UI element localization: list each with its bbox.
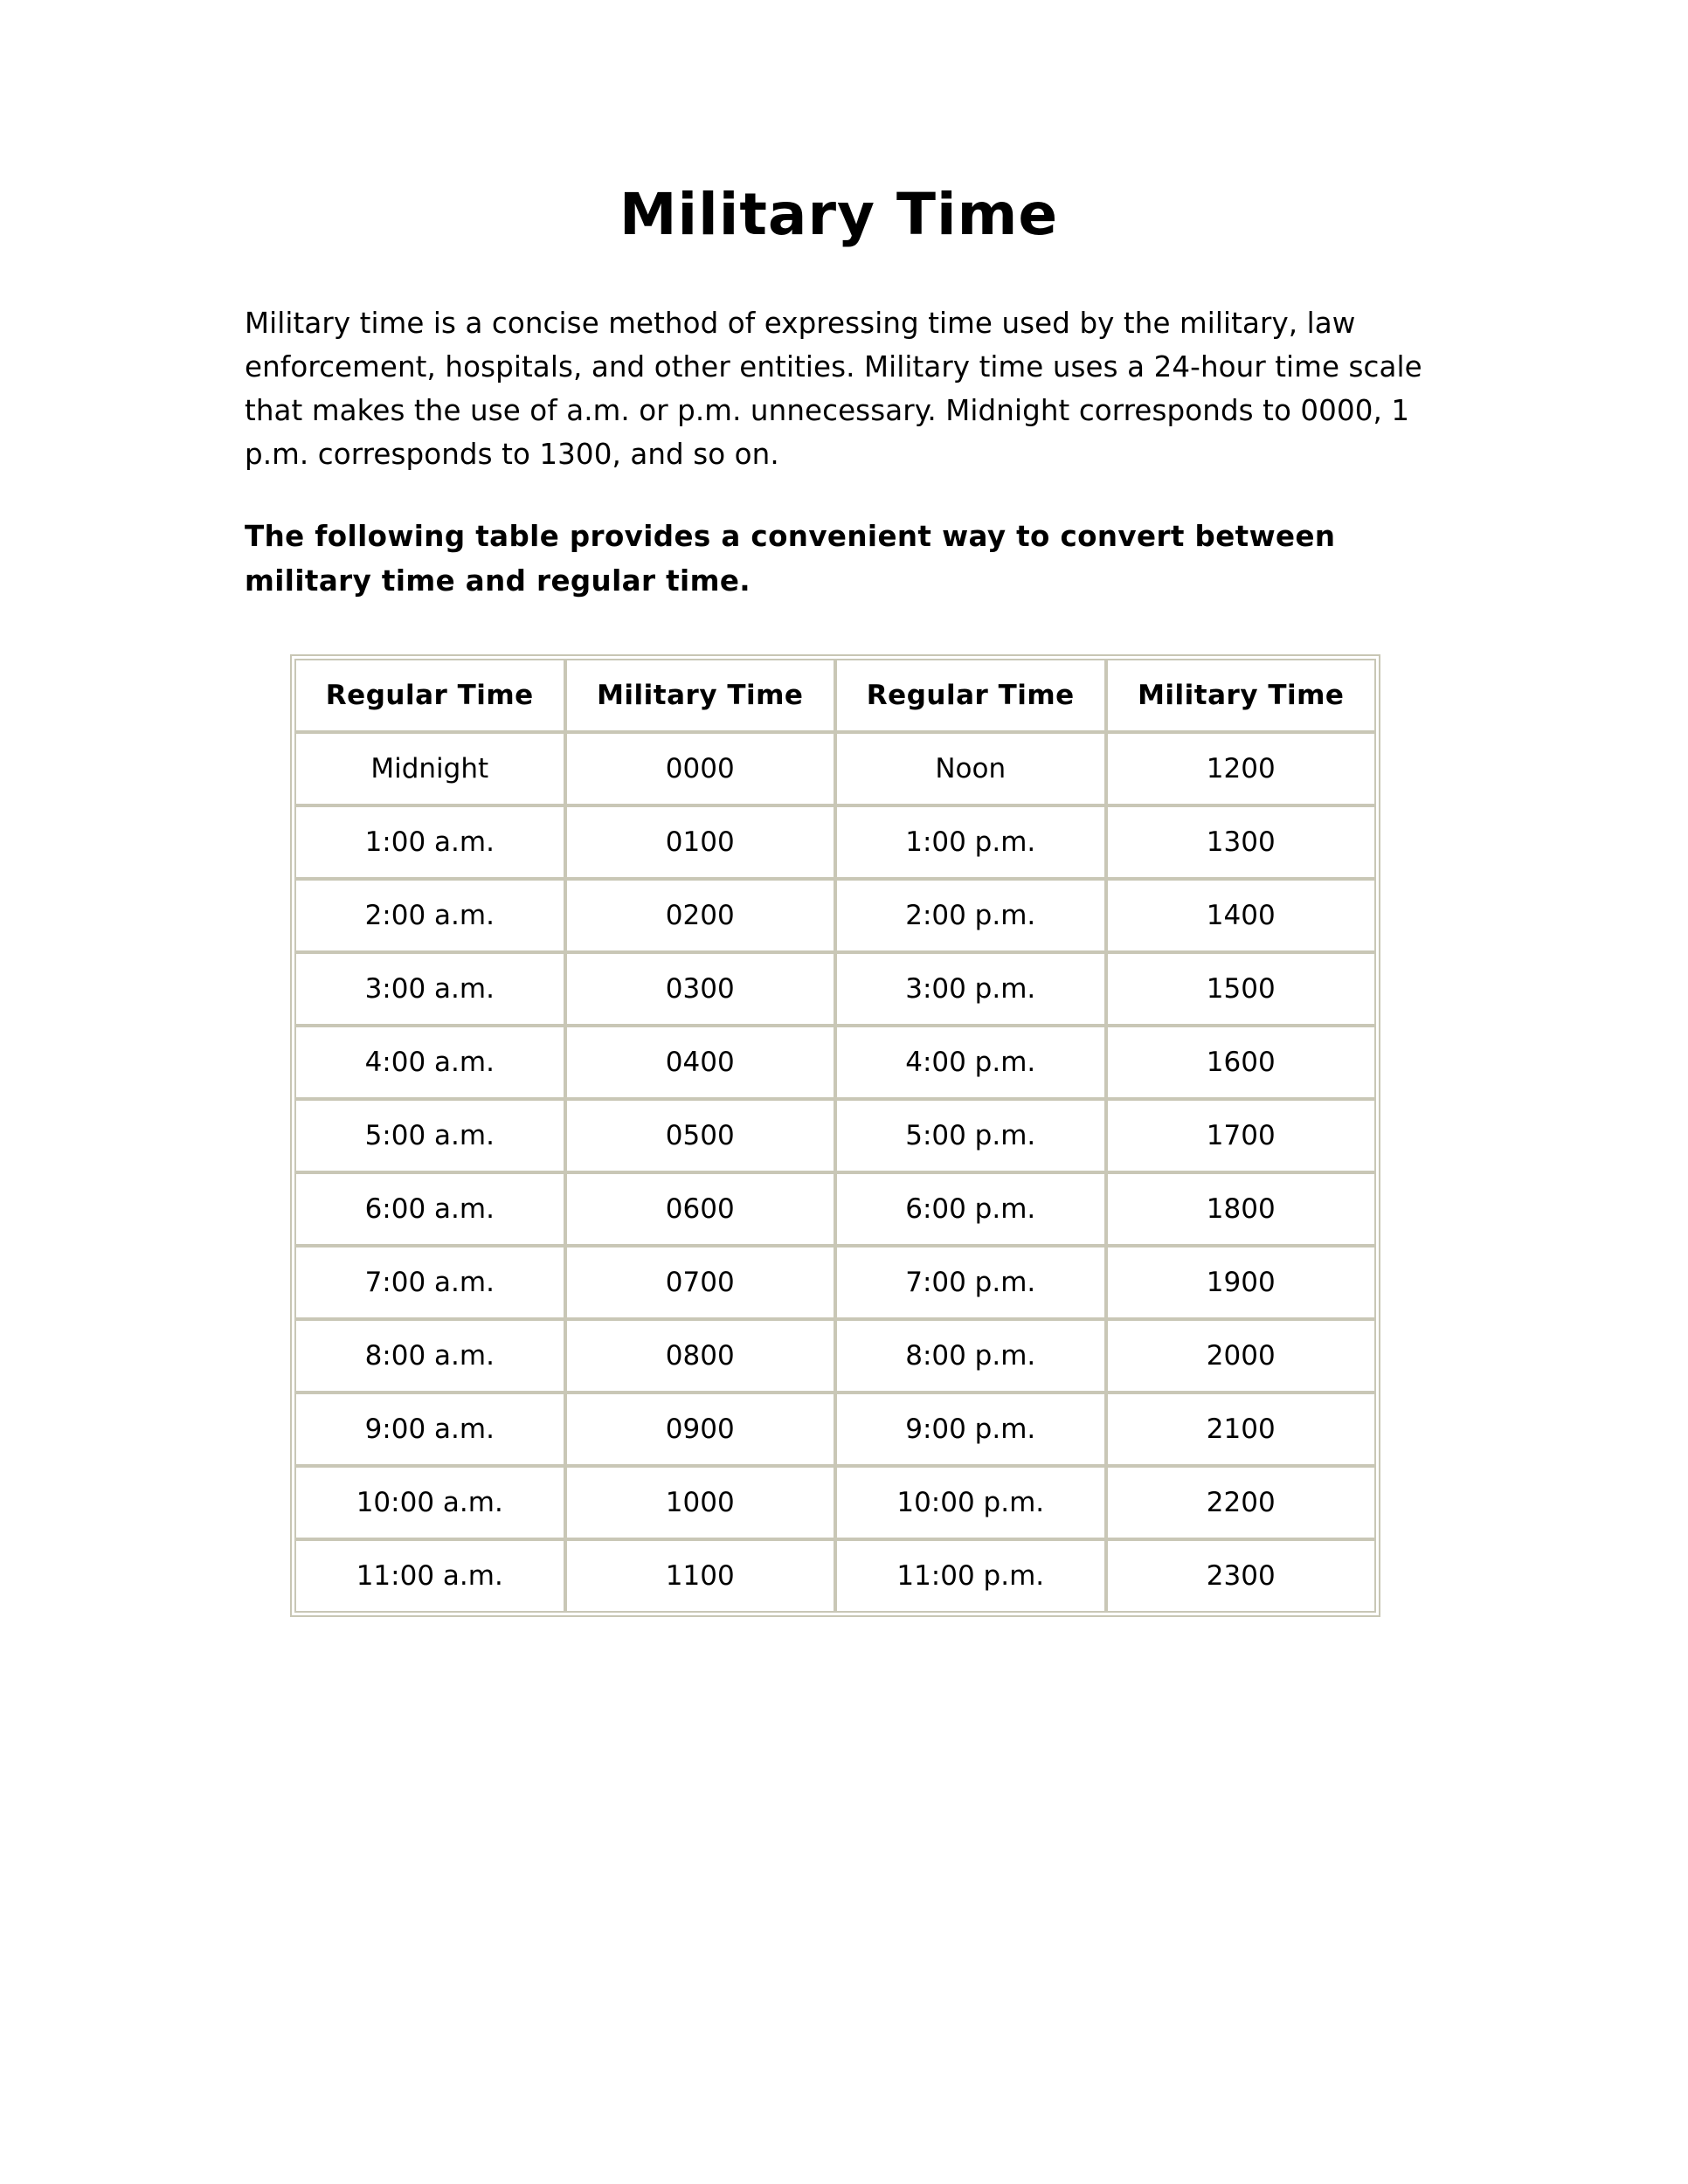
cell-regular-pm: 11:00 p.m.	[835, 1539, 1106, 1613]
cell-military-pm: 1600	[1106, 1026, 1377, 1099]
table-row	[294, 1172, 1376, 1246]
cell-regular-pm: 10:00 p.m.	[835, 1466, 1106, 1539]
cell-military-am: 0800	[565, 1319, 836, 1393]
table-row	[294, 1393, 1376, 1466]
cell-regular-am: 4:00 a.m.	[294, 1026, 565, 1099]
column-header-regular-time-1: Regular Time	[294, 659, 565, 732]
column-header-military-time-1: Military Time	[565, 659, 836, 732]
document-content	[245, 183, 1433, 1617]
cell-military-pm: 2100	[1106, 1393, 1377, 1466]
table-row	[294, 1539, 1376, 1613]
cell-military-am: 1000	[565, 1466, 836, 1539]
column-header-regular-time-2: Regular Time	[835, 659, 1106, 732]
cell-military-am: 0900	[565, 1393, 836, 1466]
cell-regular-am: Midnight	[294, 732, 565, 805]
cell-regular-am: 9:00 a.m.	[294, 1393, 565, 1466]
table-row	[294, 952, 1376, 1026]
conversion-table-container	[290, 654, 1380, 1617]
cell-military-pm: 2300	[1106, 1539, 1377, 1613]
conversion-table	[294, 659, 1376, 1613]
cell-regular-pm: 4:00 p.m.	[835, 1026, 1106, 1099]
cell-regular-am: 10:00 a.m.	[294, 1466, 565, 1539]
cell-military-am: 1100	[565, 1539, 836, 1613]
cell-military-pm: 1300	[1106, 805, 1377, 879]
cell-regular-pm: 7:00 p.m.	[835, 1246, 1106, 1319]
cell-military-pm: 1400	[1106, 879, 1377, 952]
cell-regular-am: 2:00 a.m.	[294, 879, 565, 952]
page-title: Military Time	[619, 181, 1059, 248]
table-row	[294, 1246, 1376, 1319]
cell-regular-pm: 2:00 p.m.	[835, 879, 1106, 952]
cell-military-am: 0100	[565, 805, 836, 879]
cell-regular-pm: 5:00 p.m.	[835, 1099, 1106, 1172]
table-row	[294, 1319, 1376, 1393]
cell-military-am: 0000	[565, 732, 836, 805]
cell-military-pm: 2000	[1106, 1319, 1377, 1393]
cell-military-pm: 2200	[1106, 1466, 1377, 1539]
cell-military-pm: 1800	[1106, 1172, 1377, 1246]
table-header-row	[294, 659, 1376, 732]
cell-military-pm: 1900	[1106, 1246, 1377, 1319]
table-row	[294, 805, 1376, 879]
cell-regular-pm: 9:00 p.m.	[835, 1393, 1106, 1466]
table-row	[294, 879, 1376, 952]
cell-regular-am: 3:00 a.m.	[294, 952, 565, 1026]
cell-regular-pm: Noon	[835, 732, 1106, 805]
cell-regular-am: 5:00 a.m.	[294, 1099, 565, 1172]
table-body	[294, 732, 1376, 1613]
cell-military-am: 0600	[565, 1172, 836, 1246]
cell-regular-am: 6:00 a.m.	[294, 1172, 565, 1246]
lead-in-paragraph: The following table provides a convenient way to convert between military time and regular time.	[245, 519, 1336, 598]
intro-paragraph: Military time is a concise method of expressing time used by the military, law enforcement, hospitals, and other entities. Military time uses a 24-hour time scale that makes the use of a.m. or p.m. unnecessary. Midnight corresponds to 0000, 1 p.m. corresponds to 1300, and so on.	[245, 306, 1422, 471]
cell-regular-pm: 1:00 p.m.	[835, 805, 1106, 879]
cell-regular-pm: 8:00 p.m.	[835, 1319, 1106, 1393]
cell-military-am: 0200	[565, 879, 836, 952]
column-header-military-time-2: Military Time	[1106, 659, 1377, 732]
table-row	[294, 1466, 1376, 1539]
cell-regular-pm: 6:00 p.m.	[835, 1172, 1106, 1246]
cell-regular-am: 11:00 a.m.	[294, 1539, 565, 1613]
cell-regular-pm: 3:00 p.m.	[835, 952, 1106, 1026]
cell-military-am: 0300	[565, 952, 836, 1026]
cell-military-pm: 1200	[1106, 732, 1377, 805]
cell-military-pm: 1700	[1106, 1099, 1377, 1172]
table-row	[294, 732, 1376, 805]
cell-military-pm: 1500	[1106, 952, 1377, 1026]
cell-military-am: 0500	[565, 1099, 836, 1172]
cell-regular-am: 1:00 a.m.	[294, 805, 565, 879]
table-header	[294, 659, 1376, 732]
table-row	[294, 1026, 1376, 1099]
cell-military-am: 0400	[565, 1026, 836, 1099]
cell-regular-am: 8:00 a.m.	[294, 1319, 565, 1393]
cell-military-am: 0700	[565, 1246, 836, 1319]
table-row	[294, 1099, 1376, 1172]
cell-regular-am: 7:00 a.m.	[294, 1246, 565, 1319]
